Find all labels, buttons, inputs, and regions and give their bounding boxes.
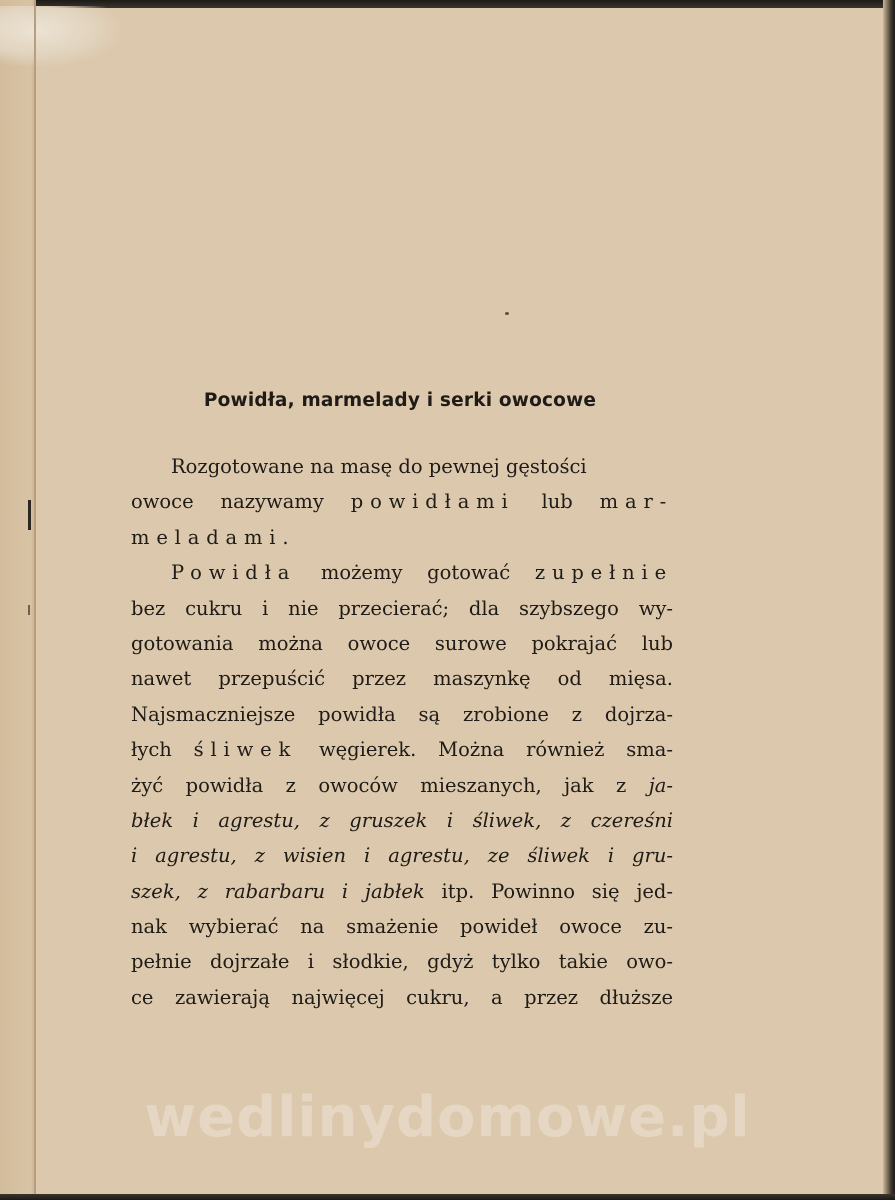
paper-speck — [505, 312, 509, 315]
text-run: lub — [514, 490, 600, 514]
section-heading: Powidła, marmelady i serki owocowe — [203, 390, 597, 411]
page-top-edge — [0, 0, 895, 8]
text-line — [131, 555, 673, 590]
text-line — [131, 874, 673, 909]
text-line — [131, 697, 673, 732]
text-line — [131, 803, 673, 838]
text-line — [131, 591, 673, 626]
ink-mark — [28, 605, 30, 615]
spaced-emphasis: powidłami — [350, 490, 515, 514]
text-line — [131, 484, 673, 519]
gutter-line — [34, 0, 36, 1200]
spaced-emphasis: mar- — [599, 490, 673, 514]
text-run: możemy gotować — [296, 561, 535, 585]
text-run: itp. Powinno się jed- — [424, 879, 673, 903]
ink-mark — [28, 500, 31, 530]
text-line — [131, 732, 673, 767]
site-watermark: wedlinydomowe.pl — [144, 1085, 751, 1150]
text-line — [131, 626, 673, 661]
torn-corner — [0, 6, 120, 66]
page-bottom-edge — [0, 1194, 895, 1200]
text-run: nawet przepuścić przez maszynkę od mięsa. — [131, 667, 673, 691]
text-run: żyć powidła z owoców mieszanych, jak z — [131, 773, 649, 797]
text-run: Najsmaczniejsze powidła są zrobione z dojrza- — [131, 702, 673, 726]
text-run: gotowania można owoce surowe pokrajać lub — [131, 631, 673, 655]
text-line — [131, 449, 673, 484]
text-line — [131, 909, 673, 944]
text-run: owoce nazywamy — [131, 490, 351, 514]
text-run: nak wybierać na smażenie powideł owoce zu- — [131, 915, 673, 939]
text-line — [131, 838, 673, 873]
page-right-edge — [883, 0, 895, 1200]
text-line — [131, 520, 673, 555]
text-line — [131, 661, 673, 696]
text-run: pełnie dojrzałe i słodkie, gdyż tylko takie owo- — [131, 950, 673, 974]
text-run: łych — [131, 738, 194, 762]
text-run: węgierek. Można również sma- — [297, 738, 673, 762]
text-run: ce zawierają najwięcej cukru, a przez dłuższe — [131, 985, 673, 1009]
spaced-emphasis: śliwek — [193, 738, 298, 762]
italic-emphasis: ja- — [648, 773, 673, 797]
text-run: bez cukru i nie przecierać; dla szybszego wy- — [131, 596, 673, 620]
body-paragraphs — [131, 449, 673, 1015]
spaced-emphasis: zupełnie — [534, 561, 673, 585]
text-line — [131, 944, 673, 979]
italic-emphasis: błek i agrestu, z gruszek i śliwek, z czereśni — [131, 808, 673, 832]
text-line — [131, 980, 673, 1015]
italic-emphasis: i agrestu, z wisien i agrestu, ze śliwek i gru- — [131, 844, 673, 868]
text-run: Rozgotowane na masę do pewnej gęstości — [171, 455, 587, 478]
spaced-emphasis: meladami. — [131, 525, 296, 549]
italic-emphasis: szek, z rabarbaru i jabłek — [131, 879, 425, 903]
spaced-emphasis: Powidła — [171, 561, 297, 585]
binding-strip — [0, 0, 36, 1200]
text-line — [131, 768, 673, 803]
